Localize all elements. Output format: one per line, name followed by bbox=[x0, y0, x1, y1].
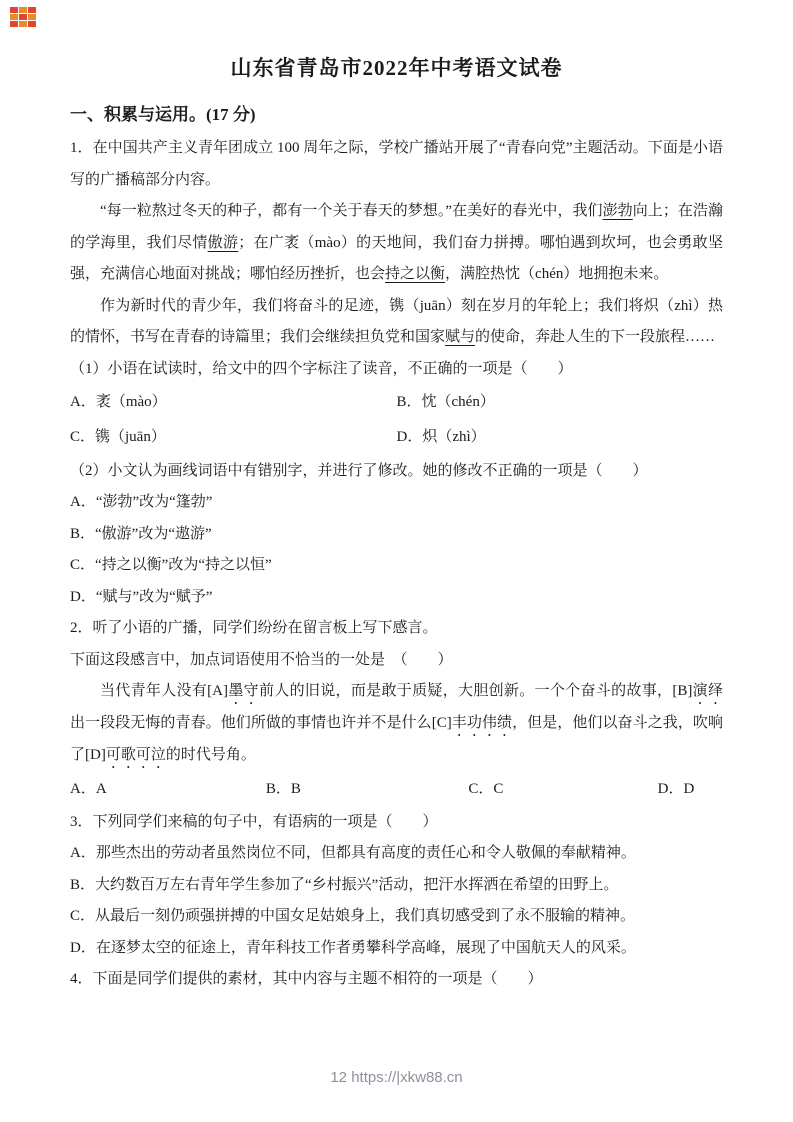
question-1-stem: 1．在中国共产主义青年团成立 100 周年之际，学校广播站开展了“青春向党”主题活动。下面是小语写的广播稿部分内容。 bbox=[70, 140, 723, 188]
xkw-logo-icon bbox=[10, 7, 40, 29]
question-4-stem: 4．下面是同学们提供的素材，其中内容与主题不相符的一项是（ ） bbox=[70, 971, 543, 987]
text-run: ；在广袤（mào）的天地间，我们奋力拼搏。哪怕遇到坎坷，也会勇敢坚强，充满信心地面对挑战；哪怕经历挫折，也会 bbox=[70, 234, 723, 282]
broadcast-passage-2 bbox=[70, 291, 723, 354]
text-run: “每一粒熬过冬天的种子，都有一个关于春天的梦想。”在美好的春光中，我们 bbox=[100, 203, 603, 219]
page-footer bbox=[0, 1069, 793, 1086]
marked-word: 墨守 bbox=[228, 683, 259, 699]
marked-word: 傲游 bbox=[207, 234, 239, 251]
text-run: 出一段段无悔的青春。他们所做的事情也许并不是什么[C] bbox=[70, 715, 452, 731]
question-2-stem-line-1: 2．听了小语的广播，同学们纷纷在留言板上写下感言。 bbox=[70, 620, 438, 636]
footer-url: 12 https://|xkw88.cn bbox=[330, 1069, 463, 1086]
option-d: D．在逐梦太空的征途上，青年科技工作者勇攀科学高峰，展现了中国航天人的风采。 bbox=[70, 939, 636, 956]
question-2-stem-line-2: 下面这段感言中，加点词语使用不恰当的一处是 （ ） bbox=[70, 651, 453, 668]
broadcast-passage-1 bbox=[70, 196, 723, 291]
text-run: ，但是，他们以奋斗之我，吹响了[D] bbox=[70, 715, 723, 763]
option-d: D．“赋与”改为“赋予” bbox=[70, 588, 213, 605]
marked-word: 赋与 bbox=[445, 329, 476, 345]
marked-word: 丰功伟绩 bbox=[451, 715, 513, 731]
option-d: D．D bbox=[657, 781, 695, 797]
question-3-stem: 3．下列同学们来稿的句子中，有语病的一项是（ ） bbox=[70, 813, 438, 830]
option-b: B．大约数百万左右青年学生参加了“乡村振兴”活动，把汗水挥洒在希望的田野上。 bbox=[70, 876, 619, 893]
text-run: 的时代号角。 bbox=[165, 747, 256, 763]
option-b: B．忱（chén） bbox=[396, 394, 495, 410]
option-d: D．炽（zhì） bbox=[396, 429, 486, 446]
option-c: C．C bbox=[468, 781, 504, 797]
option-a: A．袤（mào） bbox=[70, 394, 167, 410]
text-run: 作为新时代的青少年，我们将奋斗的足迹，镌（juān）刻在岁月的年轮上；我们将炽（zhì）热的情怀，书写在青春的诗篇里；我们会继续担负党和国家 bbox=[70, 297, 723, 345]
option-a: A．A bbox=[70, 781, 107, 797]
question-1-1-stem: （1）小语在试读时，给文中的四个字标注了读音，不正确的一项是（ ） bbox=[70, 360, 573, 377]
marked-word: 演绎 bbox=[692, 683, 723, 699]
option-c: C．镌（juān） bbox=[70, 429, 166, 446]
marked-word: 持之以衡 bbox=[385, 266, 446, 282]
text-run: ，满腔热忱（chén）地拥抱未来。 bbox=[445, 266, 669, 282]
option-c: C．从最后一刻仍顽强拼搏的中国女足姑娘身上，我们真切感受到了永不服输的精神。 bbox=[70, 908, 636, 924]
option-c: C．“持之以衡”改为“持之以恒” bbox=[70, 557, 272, 573]
option-b: B．B bbox=[265, 781, 301, 797]
option-a: A．“澎勃”改为“篷勃” bbox=[70, 494, 213, 510]
question-1-2-stem: （2）小文认为画线词语中有错别字，并进行了修改。她的修改不正确的一项是（ ） bbox=[70, 462, 648, 479]
marked-word: 可歌可泣 bbox=[105, 747, 166, 763]
question-1-1-options bbox=[70, 385, 723, 456]
section-1-heading: 一、积累与运用。(17 分) bbox=[70, 105, 256, 124]
question-2-options bbox=[70, 772, 723, 807]
page-title: 山东省青岛市2022年中考语文试卷 bbox=[230, 56, 563, 80]
text-run: 向上；在浩瀚的学海里，我们尽情 bbox=[70, 203, 723, 251]
comment-passage bbox=[70, 676, 723, 772]
marked-word: 澎勃 bbox=[602, 203, 633, 219]
option-b: B．“傲游”改为“遨游” bbox=[70, 525, 212, 542]
text-run: 当代青年人没有[A] bbox=[100, 683, 229, 699]
text-run: 前人的旧说，而是敢于质疑，大胆创新。一个个奋斗的故事，[B] bbox=[258, 683, 693, 699]
logo-grid-icon bbox=[10, 7, 40, 29]
text-run: 的使命，奔赴人生的下一段旅程…… bbox=[475, 329, 716, 345]
option-a: A．那些杰出的劳动者虽然岗位不同，但都具有高度的责任心和令人敬佩的奉献精神。 bbox=[70, 845, 636, 861]
